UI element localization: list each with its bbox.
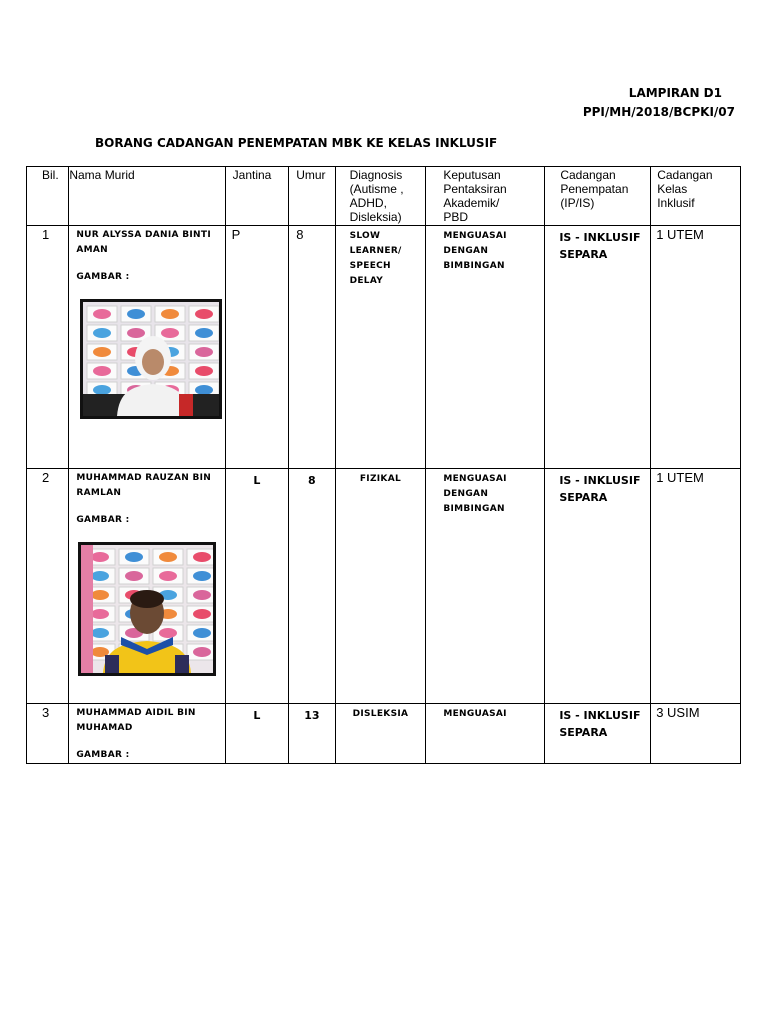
wall-chart-letter [125, 552, 143, 562]
row-penempatan [545, 469, 651, 704]
col-header-nama: Nama Murid [69, 167, 225, 226]
row-umur: 13 [289, 704, 335, 764]
row-keputusan [426, 469, 545, 704]
row-bil: 1 [27, 226, 69, 469]
keputusan-header-line: Akademik/ [443, 196, 500, 210]
student-name-line: MUHAMMAD AIDIL BIN [76, 708, 196, 718]
penempatan-line: IS - INKLUSIF [559, 231, 641, 244]
row-kelas: 1 UTEM [651, 469, 741, 704]
diagnosis-header-line: Disleksia) [349, 210, 402, 224]
gambar-label: GAMBAR : [76, 272, 130, 282]
penempatan-line: IS - INKLUSIF [559, 474, 641, 487]
diagnosis-line: SPEECH [349, 261, 391, 271]
row-umur: 8 [289, 469, 335, 704]
wall-chart-letter [127, 309, 145, 319]
student-name-line: NUR ALYSSA DANIA BINTI [76, 230, 211, 240]
wall-chart-letter [91, 552, 109, 562]
student-photo-image [83, 302, 219, 416]
keputusan-line: MENGUASAI [443, 709, 507, 719]
row-penempatan [545, 704, 651, 764]
penempatan-line: SEPARA [559, 491, 608, 504]
wall-chart-letter [93, 347, 111, 357]
row-umur: 8 [289, 226, 335, 469]
keputusan-header-line: PBD [443, 210, 468, 224]
wall-chart-letter [93, 366, 111, 376]
wall-chart-letter [193, 647, 211, 657]
diagnosis-header-line: (Autisme , [349, 182, 404, 196]
wall-chart-letter [91, 590, 109, 600]
keputusan-line: BIMBINGAN [443, 261, 505, 271]
diagnosis-header-line: Diagnosis [349, 168, 403, 182]
keputusan-header-line: Pentaksiran [443, 182, 507, 196]
row-jantina: L [225, 704, 289, 764]
reference-number: PPI/MH/2018/BCPKI/07 [582, 105, 735, 119]
wall-chart-letter [193, 609, 211, 619]
diagnosis-line: LEARNER/ [349, 246, 402, 256]
kelas-header-line: Cadangan [657, 168, 713, 182]
wall-chart-letter [195, 366, 213, 376]
row-jantina: P [225, 226, 289, 469]
student-name-line: MUHAMAD [76, 723, 133, 733]
keputusan-line: MENGUASAI [443, 474, 507, 484]
diagnosis-header-line: ADHD, [349, 196, 387, 210]
row-diagnosis [335, 469, 426, 704]
appendix-label: LAMPIRAN D1 [628, 86, 722, 100]
col-header-umur: Umur [289, 167, 335, 226]
row-kelas: 3 USIM [651, 704, 741, 764]
wall-chart-letter [193, 571, 211, 581]
wall-chart-letter [193, 552, 211, 562]
row-keputusan [426, 704, 545, 764]
table-row [27, 226, 741, 469]
form-title: BORANG CADANGAN PENEMPATAN MBK KE KELAS INKLUSIF [95, 136, 498, 150]
row-penempatan [545, 226, 651, 469]
col-header-bil: Bil. [27, 167, 69, 226]
student-name-line: AMAN [76, 245, 108, 255]
penempatan-header-line: Penempatan [560, 182, 629, 196]
penempatan-line: SEPARA [559, 726, 608, 739]
keputusan-header-line: Keputusan [443, 168, 501, 182]
row-diagnosis [335, 704, 426, 764]
wall-chart-letter [91, 571, 109, 581]
table-row [27, 704, 741, 764]
wall-chart-letter [159, 552, 177, 562]
penempatan-line: IS - INKLUSIF [559, 709, 641, 722]
penempatan-header-line: (IP/IS) [560, 196, 595, 210]
row-bil: 3 [27, 704, 69, 764]
wall-chart-letter [161, 309, 179, 319]
keputusan-line: BIMBINGAN [443, 504, 505, 514]
wall-chart-letter [161, 328, 179, 338]
col-header-keputusan [426, 167, 545, 226]
keputusan-line: DENGAN [443, 489, 489, 499]
wall-chart-letter [159, 628, 177, 638]
wall-chart-letter [195, 347, 213, 357]
wall-chart-letter [91, 609, 109, 619]
table-header-row [27, 167, 741, 226]
row-nama [69, 704, 225, 764]
wall-chart-letter [127, 328, 145, 338]
wall-chart-letter [93, 328, 111, 338]
wall-chart-letter [193, 590, 211, 600]
wall-chart-letter [195, 385, 213, 395]
wall-chart-letter [195, 309, 213, 319]
kelas-header-line: Inklusif [657, 196, 695, 210]
penempatan-line: SEPARA [559, 248, 608, 261]
col-header-jantina: Jantina [225, 167, 289, 226]
row-nama [69, 226, 225, 469]
wall-chart-letter [193, 628, 211, 638]
wall-chart-letter [93, 309, 111, 319]
keputusan-line: MENGUASAI [443, 231, 507, 241]
table-row [27, 469, 741, 704]
wall-chart-letter [195, 328, 213, 338]
gambar-label: GAMBAR : [76, 750, 130, 760]
wall-chart-letter [159, 571, 177, 581]
student-photo-image [81, 545, 213, 673]
kelas-header-line: Kelas [657, 182, 688, 196]
row-diagnosis [335, 226, 426, 469]
wall-chart-letter [125, 571, 143, 581]
row-nama [69, 469, 225, 704]
wall-chart-letter [93, 385, 111, 395]
col-header-penempatan [545, 167, 651, 226]
student-photo [78, 542, 216, 676]
wall-chart-letter [91, 628, 109, 638]
placement-table [26, 166, 741, 764]
student-name-line: RAMLAN [76, 488, 122, 498]
row-bil: 2 [27, 469, 69, 704]
diagnosis-line: SLOW [349, 231, 381, 241]
row-kelas: 1 UTEM [651, 226, 741, 469]
gambar-label: GAMBAR : [76, 515, 130, 525]
diagnosis-line: DISLEKSIA [352, 709, 409, 719]
student-photo [80, 299, 222, 419]
diagnosis-line: FIZIKAL [359, 474, 402, 484]
keputusan-line: DENGAN [443, 246, 489, 256]
student-name-line: MUHAMMAD RAUZAN BIN [76, 473, 212, 483]
diagnosis-line: DELAY [349, 276, 384, 286]
col-header-diagnosis [335, 167, 426, 226]
penempatan-header-line: Cadangan [560, 168, 616, 182]
row-jantina: L [225, 469, 289, 704]
row-keputusan [426, 226, 545, 469]
col-header-kelas [651, 167, 741, 226]
